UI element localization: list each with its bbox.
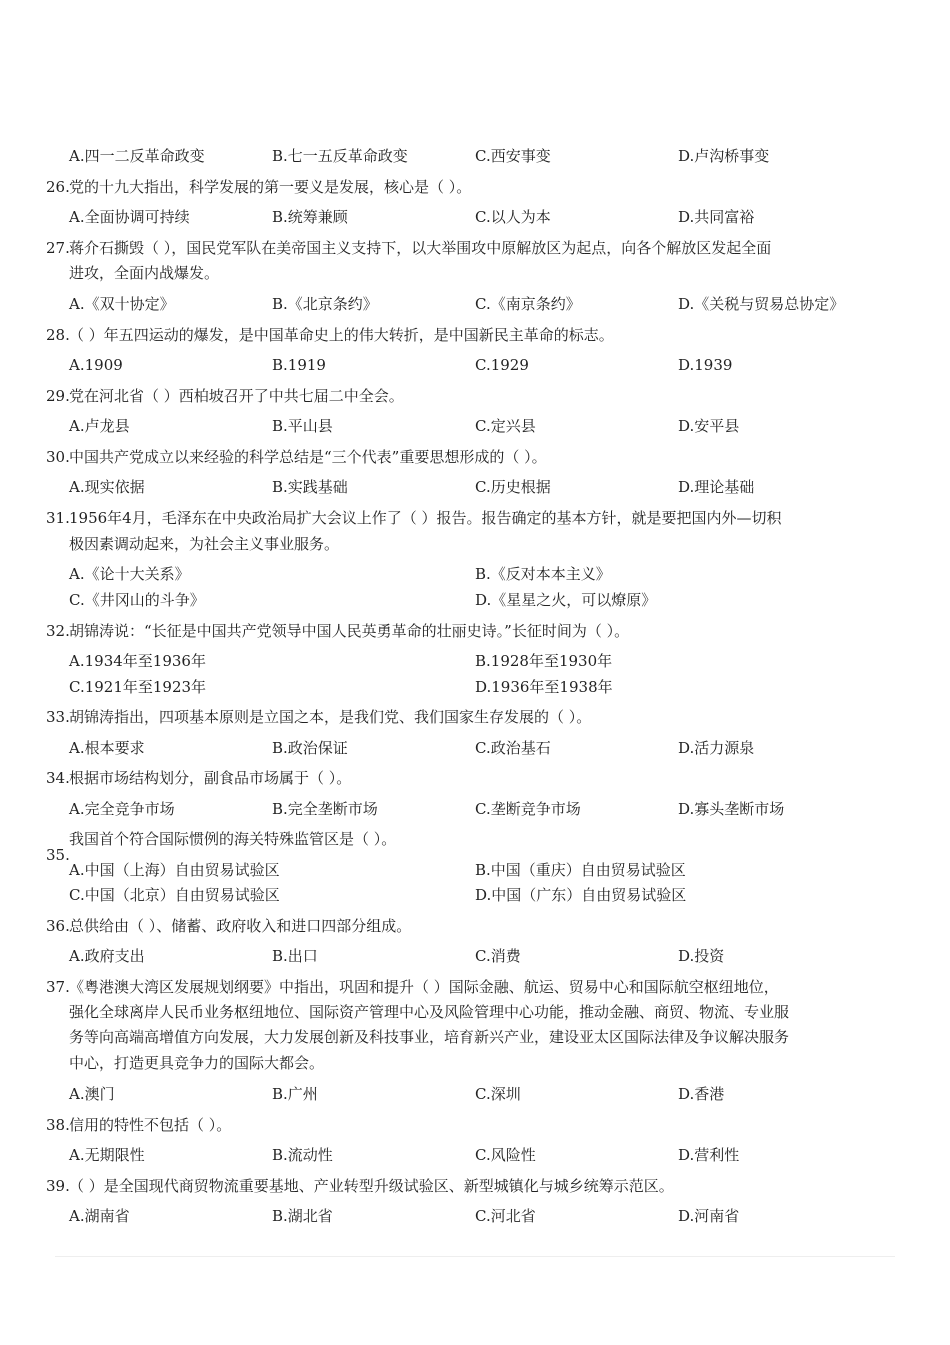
option-d: D.营利性: [678, 1146, 740, 1164]
question-stem: 强化全球离岸人民币业务枢纽地位、国际资产管理中心及风险管理中心功能，推动金融、商贸、物流、专业服: [69, 1003, 790, 1021]
question-number: 39.: [46, 1177, 70, 1195]
question-stem: 胡锦涛指出，四项基本原则是立国之本，是我们党、我们国家生存发展的（ ）。: [69, 708, 592, 726]
option-c: C.《南京条约》: [475, 295, 581, 313]
option-a: A.1909: [69, 356, 123, 374]
option-b: B.政治保证: [272, 739, 348, 757]
option-b: B.实践基础: [272, 478, 348, 496]
option-b: B.湖北省: [272, 1207, 333, 1225]
question-stem: 党在河北省（ ）西柏坡召开了中共七届二中全会。: [69, 387, 404, 405]
option-a: A.根本要求: [69, 739, 145, 757]
option-b: B.流动性: [272, 1146, 333, 1164]
option-b: B.统筹兼顾: [272, 208, 348, 226]
question-number: 32.: [46, 622, 70, 640]
option-a: A.现实依据: [69, 478, 145, 496]
option-d: D.《星星之火，可以燎原》: [475, 591, 657, 609]
question-number: 28.: [46, 326, 70, 344]
question-number: 38.: [46, 1116, 70, 1134]
option-a: A.《论十大关系》: [69, 565, 190, 583]
question-stem: 《粤港澳大湾区发展规划纲要》中指出，巩固和提升（ ）国际金融、航运、贸易中心和国际航空枢纽地位，: [69, 978, 779, 996]
option-d: D.投资: [678, 947, 725, 965]
question-number: 34.: [46, 769, 70, 787]
option-a: A.卢龙县: [69, 417, 130, 435]
question-stem: 信用的特性不包括（ ）。: [69, 1116, 232, 1134]
option-c: C.河北省: [475, 1207, 536, 1225]
option-c: C.1929: [475, 356, 529, 374]
option-a: A.中国（上海）自由贸易试验区: [69, 861, 280, 879]
question-stem: 胡锦涛说：“长征是中国共产党领导中国人民英勇革命的壮丽史诗。”长征时间为（ ）。: [69, 622, 630, 640]
option-b: B.1919: [272, 356, 326, 374]
option-c: C.西安事变: [475, 147, 551, 165]
option-d: D.中国（广东）自由贸易试验区: [475, 886, 687, 904]
question-number: 27.: [46, 239, 70, 257]
question-number: 26.: [46, 178, 70, 196]
option-d: D.香港: [678, 1085, 725, 1103]
option-a: A.四一二反革命政变: [69, 147, 205, 165]
question-number: 30.: [46, 448, 70, 466]
option-d: D.寡头垄断市场: [678, 800, 785, 818]
question-stem: 我国首个符合国际惯例的海关特殊监管区是（ ）。: [69, 830, 397, 848]
option-a: A.无期限性: [69, 1146, 145, 1164]
option-d: D.理论基础: [678, 478, 755, 496]
option-b: B.出口: [272, 947, 318, 965]
question-stem: 中国共产党成立以来经验的科学总结是“三个代表”重要思想形成的（ ）。: [69, 448, 547, 466]
option-c: C.深圳: [475, 1085, 521, 1103]
option-a: A.1934年至1936年: [69, 652, 206, 670]
option-a: A.完全竞争市场: [69, 800, 175, 818]
option-c: C.政治基石: [475, 739, 551, 757]
option-c: C.1921年至1923年: [69, 678, 207, 696]
question-number: 33.: [46, 708, 70, 726]
option-b: B.1928年至1930年: [475, 652, 613, 670]
option-b: B.完全垄断市场: [272, 800, 378, 818]
option-b: B.《北京条约》: [272, 295, 378, 313]
question-stem: 极因素调动起来，为社会主义事业服务。: [69, 535, 340, 553]
option-c: C.风险性: [475, 1146, 536, 1164]
option-c: C.以人为本: [475, 208, 551, 226]
question-stem: （ ）是全国现代商贸物流重要基地、产业转型升级试验区、新型城镇化与城乡统筹示范区。: [69, 1177, 674, 1195]
option-d: D.河南省: [678, 1207, 740, 1225]
option-d: D.《关税与贸易总协定》: [678, 295, 845, 313]
option-d: D.安平县: [678, 417, 740, 435]
option-c: C.《井冈山的斗争》: [69, 591, 205, 609]
question-stem: 蒋介石撕毁（ ），国民党军队在美帝国主义支持下，以大举围攻中原解放区为起点，向各个解放区发起全面: [69, 239, 772, 257]
option-c: C.历史根据: [475, 478, 551, 496]
question-stem: 1956年4月，毛泽东在中央政治局扩大会议上作了（ ）报告。报告确定的基本方针，就是要把国内外—切积: [69, 509, 782, 527]
option-d: D.共同富裕: [678, 208, 755, 226]
question-number: 35.: [46, 846, 70, 864]
question-stem: 务等向高端高增值方向发展，大力发展创新及科技事业，培育新兴产业，建设亚太区国际法律及争议解决服务: [69, 1028, 790, 1046]
question-number: 36.: [46, 917, 70, 935]
option-d: D.卢沟桥事变: [678, 147, 770, 165]
option-b: B.中国（重庆）自由贸易试验区: [475, 861, 686, 879]
option-b: B.平山县: [272, 417, 333, 435]
question-stem: 中心，打造更具竞争力的国际大都会。: [69, 1054, 325, 1072]
question-stem: 党的十九大指出，科学发展的第一要义是发展，核心是（ ）。: [69, 178, 472, 196]
footer-divider: [55, 1256, 895, 1257]
option-c: C.垄断竞争市场: [475, 800, 581, 818]
option-a: A.澳门: [69, 1085, 115, 1103]
option-a: A.湖南省: [69, 1207, 130, 1225]
option-a: A.《双十协定》: [69, 295, 175, 313]
option-a: A.政府支出: [69, 947, 145, 965]
option-d: D.1936年至1938年: [475, 678, 613, 696]
option-c: C.中国（北京）自由贸易试验区: [69, 886, 280, 904]
question-number: 31.: [46, 509, 70, 527]
option-d: D.活力源泉: [678, 739, 755, 757]
question-stem: （ ）年五四运动的爆发，是中国革命史上的伟大转折，是中国新民主革命的标志。: [69, 326, 614, 344]
option-b: B.广州: [272, 1085, 318, 1103]
option-a: A.全面协调可持续: [69, 208, 190, 226]
question-stem: 总供给由（ ）、储蓄、政府收入和进口四部分组成。: [69, 917, 412, 935]
option-b: B.七一五反革命政变: [272, 147, 408, 165]
question-number: 29.: [46, 387, 70, 405]
question-stem: 进攻，全面内战爆发。: [69, 264, 220, 282]
option-c: C.定兴县: [475, 417, 536, 435]
option-b: B.《反对本本主义》: [475, 565, 611, 583]
option-d: D.1939: [678, 356, 733, 374]
question-number: 37.: [46, 978, 70, 996]
option-c: C.消费: [475, 947, 521, 965]
question-stem: 根据市场结构划分，副食品市场属于（ ）。: [69, 769, 352, 787]
